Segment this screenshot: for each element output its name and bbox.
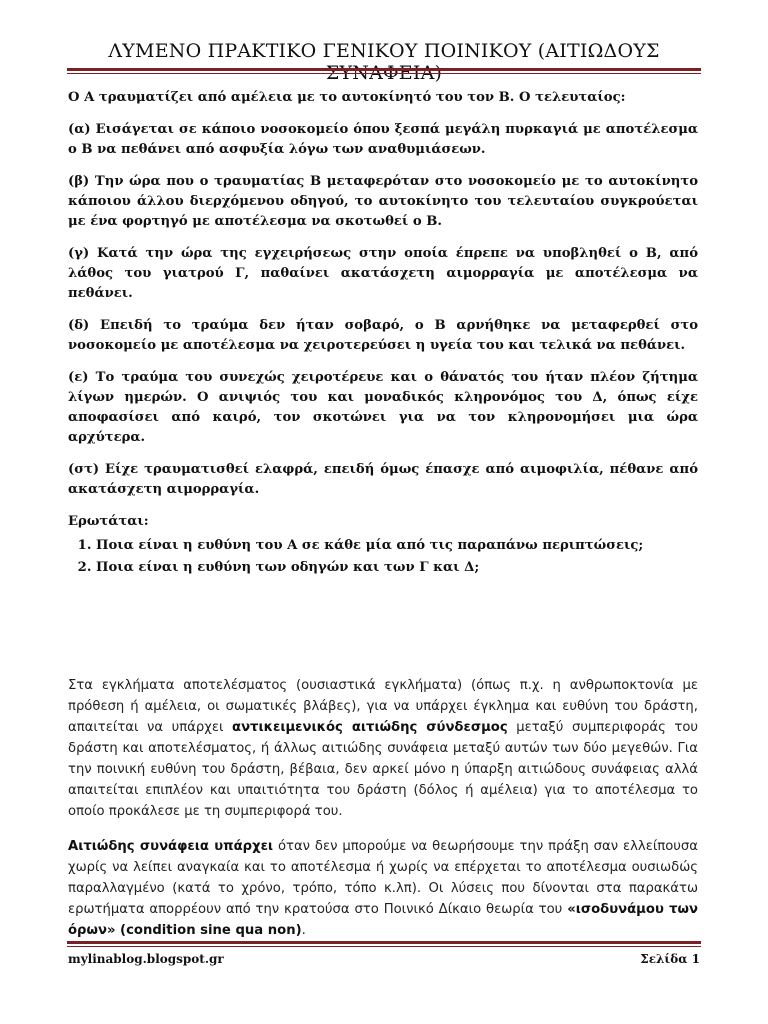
case-d: (δ) Επειδή το τραύμα δεν ήταν σοβαρό, ο Β αρνήθηκε να μεταφερθεί στο νοσοκομείο με αποτέλεσμα να χειροτερεύσει η υγεία του και τελικά να πεθάνει. (68, 318, 698, 353)
case-b: (β) Την ώρα που ο τραυματίας Β μεταφερόταν στο νοσοκομείο με το αυτοκίνητο κάποιου άλλου διερχόμενου οδηγού, το αυτοκίνητο του τελευταίου συγκρούεται με ένα φορτηγό με αποτέλεσμα να σκοτωθεί ο Β. (68, 174, 698, 229)
analysis-p2-emphasis: Αιτιώδης συνάφεια υπάρχει (68, 839, 274, 854)
footer-divider (67, 941, 701, 947)
questions-list (68, 536, 698, 578)
analysis-p1-emphasis: αντικειμενικός αιτιώδης σύνδεσμος (232, 720, 508, 735)
case-a: (α) Εισάγεται σε κάποιο νοσοκομείο όπου ξεσπά μεγάλη πυρκαγιά με αποτέλεσμα ο Β να πεθάνει από ασφυξία λόγω των αναθυμιάσεων. (68, 122, 698, 157)
analysis-paragraph-2 (68, 836, 698, 941)
analysis-p2-text-a: όταν δεν μπορούμε να θεωρήσουμε την πράξη σαν ελλείπουσα χωρίς να λείπει αναγκαία και το αποτέλεσμα ή χωρίς να επέρχεται το αποτέλεσμα ουσιωδώς παραλλαγμένο (κατά το χρόνο, τρόπο, τόπο κ.λπ). Οι λύσεις που δίνονται στα παρακάτω ερωτήματα απορρέουν από την κρατούσα στο Ποινικό Δίκαιο θεωρία του (68, 839, 698, 917)
analysis-section (68, 675, 698, 955)
asked-label: Ερωτάται: (68, 514, 149, 529)
analysis-p2-end: . (301, 923, 306, 938)
page-number: Σελίδα 1 (640, 952, 700, 966)
analysis-p2-theory: «ισοδυνάμου των όρων» (condition sine qua non) (68, 902, 698, 938)
footer-site-link[interactable]: mylinablog.blogspot.gr (68, 952, 224, 966)
question-1: 1. Ποια είναι η ευθύνη του Α σε κάθε μία από τις παραπάνω περιπτώσεις; (96, 536, 698, 556)
page-title: ΛΥΜΕΝΟ ΠΡΑΚΤΙΚΟ ΓΕΝΙΚΟΥ ΠΟΙΝΙΚΟΥ (ΑΙΤΙΩΔΟΥΣ (108, 40, 660, 62)
case-st: (στ) Είχε τραυματισθεί ελαφρά, επειδή όμως έπασχε από αιμοφιλία, πέθανε από ακατάσχετη αιμορραγία. (68, 462, 698, 497)
problem-intro: Ο Α τραυματίζει από αμέλεια με το αυτοκίνητό του τον Β. Ο τελευταίος: (68, 90, 626, 105)
case-c: (γ) Κατά την ώρα της εγχειρήσεως στην οποία έπρεπε να υποβληθεί ο Β, από λάθος του γιατρού Γ, παθαίνει ακατάσχετη αιμορραγία με αποτέλεσμα να πεθάνει. (68, 246, 698, 301)
case-e: (ε) Το τραύμα του συνεχώς χειροτέρευε και ο θάνατός του ήταν πλέον ζήτημα λίγων ημερών. Ο ανιψιός του και μοναδικός κληρονόμος του Δ, όπως είχε αποφασίσει από καιρό, τον σκοτώνει για να τον κληρονομήσει μια ώρα αρχύτερα. (68, 370, 698, 445)
analysis-p1-text-a: Στα εγκλήματα αποτελέσματος (ουσιαστικά εγκλήματα) (όπως π.χ. η ανθρωποκτονία με πρόθεση ή αμέλεια, οι σωματικές βλάβες), για να υπάρχει έγκλημα και ευθύνη του δράστη, απαιτείται να υπάρχει (68, 678, 698, 735)
problem-statement (68, 88, 698, 580)
header-divider (67, 68, 701, 74)
analysis-p1-text-b: μεταξύ συμπεριφοράς του δράστη και αποτελέσματος, ή άλλως αιτιώδης συνάφεια μεταξύ αυτών των δύο μεγεθών. Για την ποινική ευθύνη του δράστη, βέβαια, δεν αρκεί μόνο η ύπαρξη αιτιώδους συνάφειας αλλά απαιτείται επιπλέον και υπαιτιότητα του δράστη (δόλος ή αμέλεια) για το αποτέλεσμα το οποίο προκάλεσε με τη συμπεριφορά του. (68, 720, 699, 819)
question-2: 2. Ποια είναι η ευθύνη των οδηγών και των Γ και Δ; (96, 558, 698, 578)
analysis-paragraph-1 (68, 675, 698, 822)
